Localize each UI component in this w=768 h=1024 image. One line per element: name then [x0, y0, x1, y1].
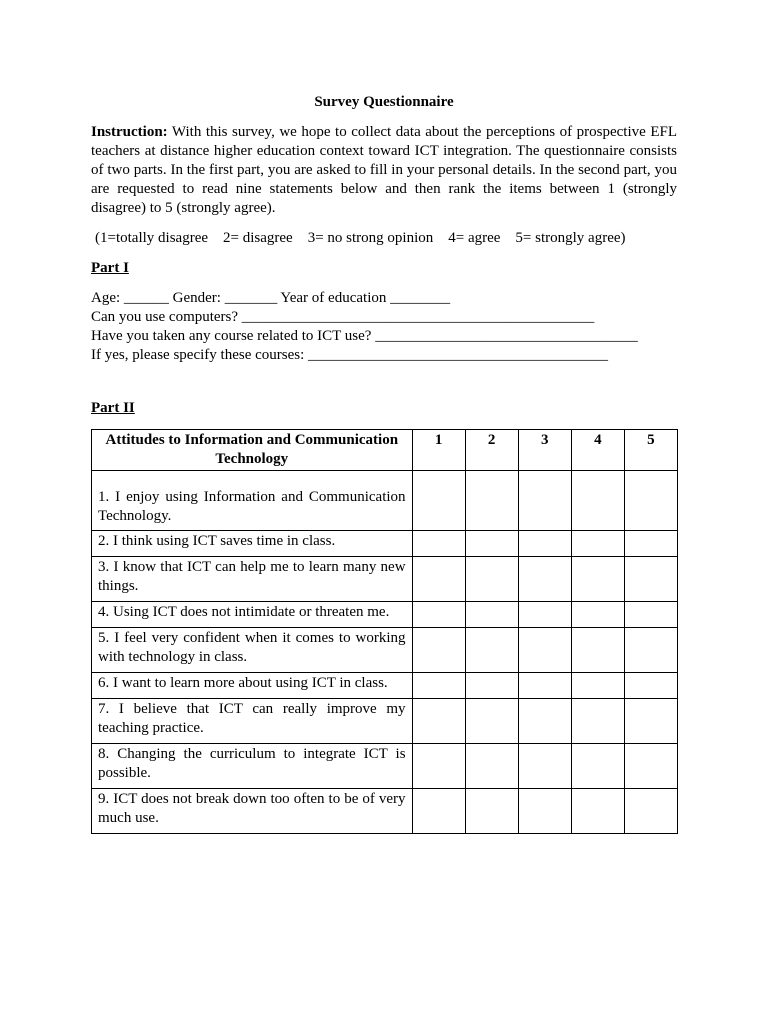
personal-details: [91, 289, 677, 365]
rating-cell-4[interactable]: [571, 557, 624, 602]
rating-column-header-2: 2: [465, 430, 518, 471]
section-spacer: [91, 365, 677, 399]
rating-cell-2[interactable]: [465, 673, 518, 699]
course-specify-field[interactable]: If yes, please specify these courses: ________________________________________: [91, 347, 609, 363]
rating-cell-5[interactable]: [624, 557, 677, 602]
rating-cell-4[interactable]: [571, 673, 624, 699]
statement-cell: 5. I feel very confident when it comes to working with technology in class.: [92, 628, 413, 673]
statement-cell: 8. Changing the curriculum to integrate ICT is possible.: [92, 744, 413, 789]
table-row: [92, 602, 678, 628]
rating-cell-5[interactable]: [624, 699, 677, 744]
rating-cell-3[interactable]: [518, 602, 571, 628]
table-row: [92, 744, 678, 789]
rating-cell-1[interactable]: [412, 628, 465, 673]
rating-cell-3[interactable]: [518, 557, 571, 602]
rating-cell-3[interactable]: [518, 628, 571, 673]
rating-cell-1[interactable]: [412, 789, 465, 834]
part-one-heading: Part I: [91, 260, 129, 276]
rating-column-header-1: 1: [412, 430, 465, 471]
rating-cell-3[interactable]: [518, 744, 571, 789]
table-row: [92, 673, 678, 699]
table-row: [92, 789, 678, 834]
rating-cell-2[interactable]: [465, 628, 518, 673]
rating-cell-5[interactable]: [624, 628, 677, 673]
rating-cell-3[interactable]: [518, 673, 571, 699]
rating-cell-4[interactable]: [571, 628, 624, 673]
rating-cell-3[interactable]: [518, 531, 571, 557]
table-header-row: [92, 430, 678, 471]
statement-cell: 7. I believe that ICT can really improve my teaching practice.: [92, 699, 413, 744]
statement-column-header: Attitudes to Information and Communication Technology: [92, 430, 413, 471]
rating-cell-1[interactable]: [412, 673, 465, 699]
statement-cell: 1. I enjoy using Information and Communication Technology.: [92, 471, 413, 531]
page-title: Survey Questionnaire: [314, 94, 454, 110]
table-row: [92, 471, 678, 531]
table-row: [92, 628, 678, 673]
ict-course-field[interactable]: Have you taken any course related to ICT use? ___________________________________: [91, 328, 638, 344]
rating-scale-legend: (1=totally disagree 2= disagree 3= no strong opinion 4= agree 5= strongly agree): [95, 230, 626, 246]
attitudes-table: [91, 429, 678, 834]
rating-cell-5[interactable]: [624, 789, 677, 834]
rating-cell-5[interactable]: [624, 744, 677, 789]
rating-cell-4[interactable]: [571, 789, 624, 834]
rating-cell-5[interactable]: [624, 531, 677, 557]
instruction-label: Instruction:: [91, 124, 168, 140]
statement-cell: 4. Using ICT does not intimidate or threaten me.: [92, 602, 413, 628]
instruction-paragraph: [91, 123, 677, 218]
rating-cell-3[interactable]: [518, 789, 571, 834]
statement-cell: 9. ICT does not break down too often to be of very much use.: [92, 789, 413, 834]
statement-cell: 3. I know that ICT can help me to learn many new things.: [92, 557, 413, 602]
rating-cell-2[interactable]: [465, 602, 518, 628]
rating-cell-4[interactable]: [571, 471, 624, 531]
rating-cell-2[interactable]: [465, 789, 518, 834]
statement-cell: 2. I think using ICT saves time in class.: [92, 531, 413, 557]
part-two-heading: Part II: [91, 400, 135, 416]
table-row: [92, 531, 678, 557]
table-row: [92, 557, 678, 602]
rating-cell-2[interactable]: [465, 471, 518, 531]
rating-cell-5[interactable]: [624, 602, 677, 628]
rating-cell-4[interactable]: [571, 699, 624, 744]
rating-cell-2[interactable]: [465, 531, 518, 557]
rating-cell-3[interactable]: [518, 471, 571, 531]
rating-column-header-3: 3: [518, 430, 571, 471]
rating-cell-5[interactable]: [624, 673, 677, 699]
rating-cell-1[interactable]: [412, 602, 465, 628]
rating-cell-5[interactable]: [624, 471, 677, 531]
table-row: [92, 699, 678, 744]
rating-cell-1[interactable]: [412, 557, 465, 602]
rating-cell-3[interactable]: [518, 699, 571, 744]
statement-cell: 6. I want to learn more about using ICT in class.: [92, 673, 413, 699]
rating-column-header-4: 4: [571, 430, 624, 471]
computer-use-field[interactable]: Can you use computers? _______________________________________________: [91, 309, 595, 325]
document-content: [91, 93, 677, 834]
rating-cell-1[interactable]: [412, 699, 465, 744]
rating-column-header-5: 5: [624, 430, 677, 471]
rating-cell-4[interactable]: [571, 744, 624, 789]
rating-cell-2[interactable]: [465, 744, 518, 789]
rating-cell-4[interactable]: [571, 602, 624, 628]
rating-cell-4[interactable]: [571, 531, 624, 557]
rating-cell-1[interactable]: [412, 471, 465, 531]
rating-cell-1[interactable]: [412, 744, 465, 789]
rating-cell-2[interactable]: [465, 699, 518, 744]
age-gender-year-field[interactable]: Age: ______ Gender: _______ Year of education ________: [91, 290, 451, 306]
instruction-text: With this survey, we hope to collect data about the perceptions of prospective EFL teachers at distance higher education context toward ICT integration. The questionnaire consists of two parts. In the first part, you are asked to fill in your personal details. In the second part, you are requested to read nine statements below and then rank the items between 1 (strongly disagree) to 5 (strongly agree).: [91, 124, 677, 216]
rating-cell-2[interactable]: [465, 557, 518, 602]
rating-cell-1[interactable]: [412, 531, 465, 557]
